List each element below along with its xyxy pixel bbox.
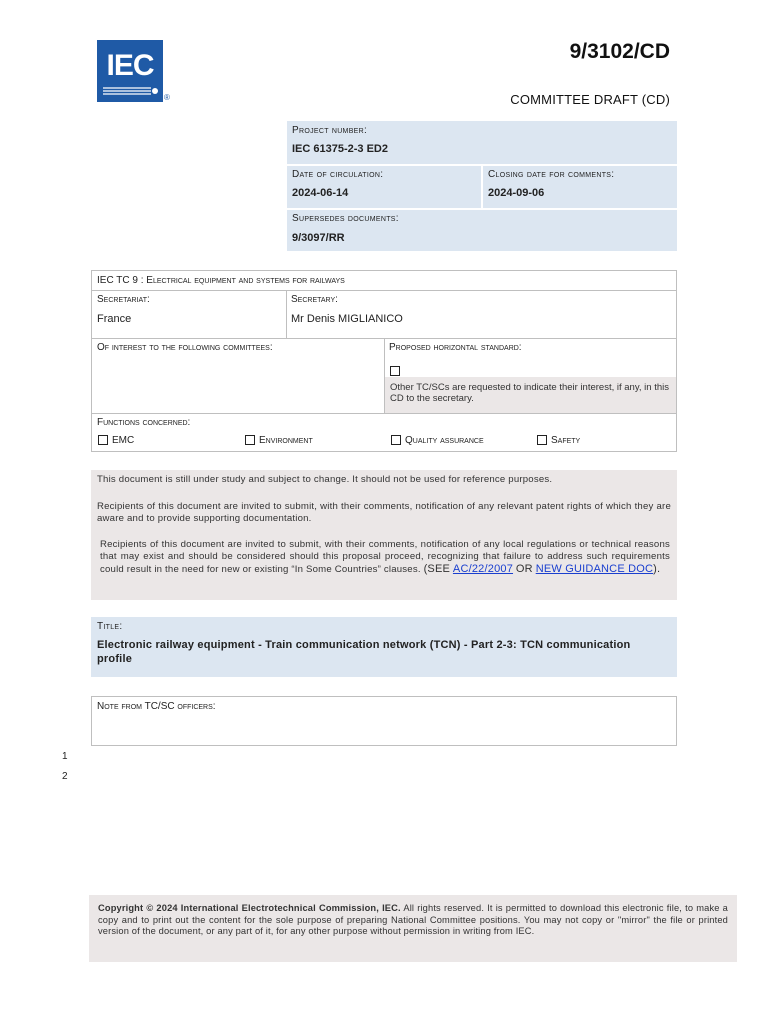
iec-logo <box>97 40 163 102</box>
ac-22-2007-link[interactable]: AC/22/2007 <box>452 563 514 575</box>
title-value: Electronic railway equipment - Train communication network (TCN) - Part 2-3: TCN communication profile <box>97 639 631 665</box>
line-number: 1 <box>62 751 68 762</box>
tc-line: IEC TC 9 : Electrical equipment and systems for railways <box>97 275 345 286</box>
horizontal-note-box <box>385 377 676 413</box>
closing-label: Closing date for comments: <box>488 169 615 180</box>
supersedes-value: 9/3097/RR <box>292 232 345 244</box>
function-emc[interactable]: EMC <box>98 435 134 446</box>
document-type: COMMITTEE DRAFT (CD) <box>510 92 670 107</box>
copyright-block <box>89 895 737 962</box>
secretary-value: Mr Denis MIGLIANICO <box>291 313 403 325</box>
registered-mark: ® <box>164 93 170 102</box>
secretariat-label: Secretariat: <box>97 294 150 305</box>
notice-p1: This document is still under study and subject to change. It should not be used for reference purposes. <box>97 474 553 485</box>
copyright-text: Copyright © 2024 International Electrotechnical Commission, IEC. All rights reserved. It is permitted to download this electronic file, to make a copy and to print out the content for the sole purpose of preparing National Committee positions. You may not copy or "mirror" the file or printed version of the document, or any part of it, for any other purpose without permission in writing from IEC. <box>98 903 728 937</box>
supersedes-cell <box>287 210 677 251</box>
closing-date: 2024-09-06 <box>488 187 545 199</box>
horizontal-label: Proposed horizontal standard: <box>389 342 522 353</box>
circulation-cell <box>287 166 481 208</box>
title-label: Title: <box>97 621 123 632</box>
project-number-label: Project number: <box>292 125 368 136</box>
new-guidance-doc-link[interactable]: NEW GUIDANCE DOC <box>535 563 654 575</box>
supersedes-label: Supersedes documents: <box>292 213 399 224</box>
notice-p3: Recipients of this document are invited to submit, with their comments, notification of any local regulations or technical reasons that may exist and should be considered should this proposal proceed, recognizing that failure to address such requirements could result in the need for new or existing “In Some Countries” clauses. (SEE AC/22/2007 OR NEW GUIDANCE DOC). <box>100 539 670 575</box>
logo-lines-icon <box>103 86 159 98</box>
interest-label: Of interest to the following committees: <box>97 342 273 353</box>
logo-text: IEC <box>106 49 154 82</box>
document-number: 9/3102/CD <box>569 40 670 63</box>
function-safety[interactable]: Safety <box>537 435 580 446</box>
title-block <box>91 617 677 677</box>
project-number-value: IEC 61375-2-3 ED2 <box>292 143 388 155</box>
closing-cell <box>483 166 677 208</box>
notice-p2: Recipients of this document are invited to submit, with their comments, notification of any relevant patent rights of which they are aware and to provide supporting documentation. <box>97 501 671 524</box>
committee-table <box>91 270 677 452</box>
note-label: Note from TC/SC officers: <box>97 701 216 712</box>
functions-label: Functions concerned: <box>97 417 191 428</box>
secretary-label: Secretary: <box>291 294 338 305</box>
circulation-date: 2024-06-14 <box>292 187 349 199</box>
circulation-label: Date of circulation: <box>292 169 384 180</box>
secretariat-value: France <box>97 313 132 325</box>
function-environment[interactable]: Environment <box>245 435 313 446</box>
function-quality-assurance[interactable]: Quality assurance <box>391 435 484 446</box>
project-number-cell <box>287 121 677 164</box>
notice-block <box>91 470 677 600</box>
note-block <box>91 696 677 746</box>
horizontal-note: Other TC/SCs are requested to indicate their interest, if any, in this CD to the secretary. <box>390 382 669 404</box>
line-number: 2 <box>62 771 68 782</box>
